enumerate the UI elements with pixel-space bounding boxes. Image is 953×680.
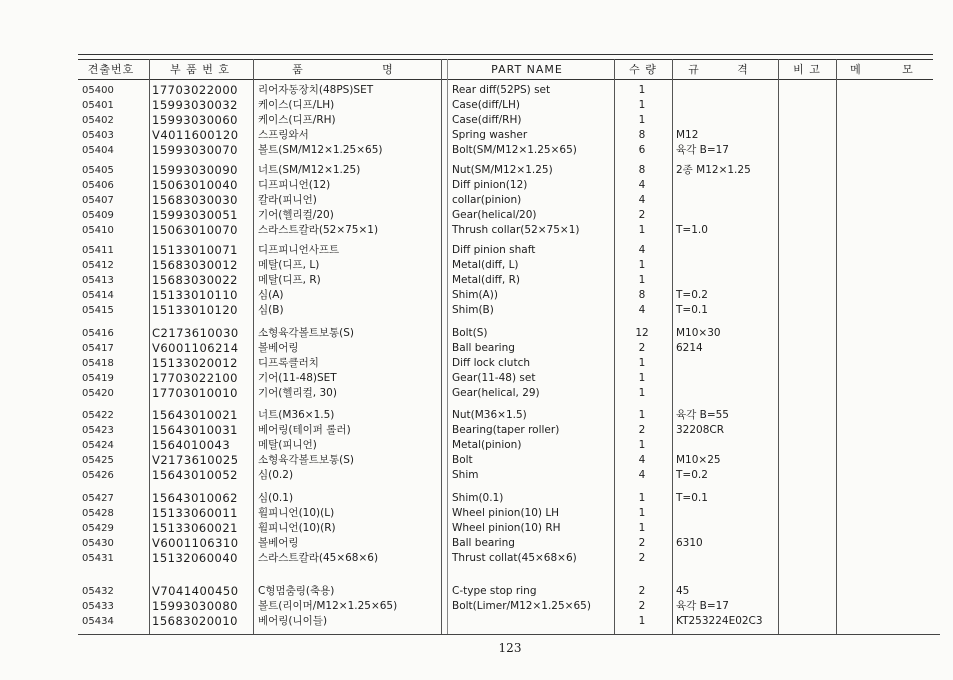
row-part-number: 17703022100 (152, 371, 238, 385)
row-quantity: 1 (638, 224, 646, 236)
row-korean-name: 스라스트칼라(52×75×1) (258, 224, 379, 236)
row-spec (676, 371, 780, 386)
table-row (0, 208, 953, 223)
row-spec: 육각 B=17 (676, 600, 729, 612)
row-part-name: Gear(11-48) set (452, 372, 536, 384)
row-part-number: 15133010110 (152, 288, 238, 302)
row-number: 05411 (82, 245, 114, 256)
row-number: 05429 (82, 523, 114, 534)
row-part-number: 15132060040 (152, 551, 238, 565)
row-quantity: 2 (638, 537, 646, 549)
row-korean-name: 심(B) (258, 304, 284, 316)
row-part-number: 15133010071 (152, 243, 238, 257)
row-number: 05410 (82, 225, 114, 236)
row-spec (676, 113, 780, 128)
row-part-name: Diff pinion(12) (452, 179, 528, 191)
row-part-name: Wheel pinion(10) RH (452, 522, 561, 534)
table-row (0, 83, 953, 98)
table-row (0, 423, 953, 438)
table-row (0, 113, 953, 128)
row-part-number: 15133020012 (152, 356, 238, 370)
row-part-number: 15993030060 (152, 113, 238, 127)
row-korean-name: 심(A) (258, 289, 284, 301)
row-number: 05424 (82, 440, 114, 451)
row-spec (676, 258, 780, 273)
row-korean-name: 케이스(디프/RH) (258, 114, 336, 126)
table-row (0, 143, 953, 158)
row-part-number: 15683030030 (152, 193, 238, 207)
row-spec: T=0.1 (676, 304, 708, 316)
row-part-name: Bearing(taper roller) (452, 424, 560, 436)
row-number: 05434 (82, 616, 114, 627)
row-spec: T=1.0 (676, 224, 708, 236)
row-quantity: 2 (638, 342, 646, 354)
row-korean-name: 심(0.1) (258, 492, 294, 504)
row-spec (676, 83, 780, 98)
row-part-name: Ball bearing (452, 342, 515, 354)
row-quantity: 4 (638, 304, 646, 316)
row-number: 05402 (82, 115, 114, 126)
row-quantity: 2 (638, 209, 646, 221)
row-quantity: 1 (638, 274, 646, 286)
row-part-name: Thrust collat(45×68×6) (452, 552, 577, 564)
row-part-number: V6001106310 (152, 536, 239, 550)
row-number: 05419 (82, 373, 114, 384)
table-row (0, 584, 953, 599)
row-korean-name: 볼트(리이머/M12×1.25×65) (258, 600, 398, 612)
header-part-no: 부 품 번 호 (170, 63, 230, 76)
row-spec (676, 178, 780, 193)
row-number: 05431 (82, 553, 114, 564)
row-korean-name: 메탈(디프, L) (258, 259, 320, 271)
row-number: 05403 (82, 130, 114, 141)
row-spec: M12 (676, 129, 699, 141)
row-part-name: Thrush collar(52×75×1) (452, 224, 580, 236)
row-number: 05407 (82, 195, 114, 206)
row-part-name: Shim (452, 469, 479, 481)
page-number: 123 (498, 641, 522, 655)
row-part-name: Metal(pinion) (452, 439, 522, 451)
row-korean-name: 볼베어링 (258, 537, 299, 549)
row-part-number: 15133060011 (152, 506, 238, 520)
row-part-number: 17703010010 (152, 386, 238, 400)
table-row (0, 371, 953, 386)
row-part-number: 15063010040 (152, 178, 238, 192)
row-number: 05401 (82, 100, 114, 111)
header-name-kr-1: 품 (292, 63, 304, 76)
row-korean-name: 베어링(테이퍼 롤러) (258, 424, 351, 436)
row-spec: T=0.1 (676, 492, 708, 504)
row-korean-name: 메탈(디프, R) (258, 274, 321, 286)
row-spec (676, 521, 780, 536)
row-part-name: Wheel pinion(10) LH (452, 507, 560, 519)
row-part-name: Diff lock clutch (452, 357, 530, 369)
row-part-name: Shim(A)) (452, 289, 498, 301)
row-number: 05418 (82, 358, 114, 369)
row-number: 05413 (82, 275, 114, 286)
table-row (0, 326, 953, 341)
row-part-name: C-type stop ring (452, 585, 537, 597)
bottom-rule (78, 634, 940, 635)
row-spec: 6214 (676, 342, 703, 354)
row-spec (676, 356, 780, 371)
row-part-number: 15643010052 (152, 468, 238, 482)
row-quantity: 12 (635, 327, 649, 339)
row-part-name: Nut(M36×1.5) (452, 409, 527, 421)
row-spec (676, 551, 780, 566)
table-header (78, 59, 933, 80)
table-row (0, 341, 953, 356)
row-spec: 45 (676, 585, 690, 597)
table-row (0, 551, 953, 566)
row-part-name: Bolt(SM/M12×1.25×65) (452, 144, 577, 156)
table-row (0, 163, 953, 178)
row-part-name: collar(pinion) (452, 194, 522, 206)
row-part-number: C2173610030 (152, 326, 239, 340)
table-row (0, 599, 953, 614)
row-part-number: V2173610025 (152, 453, 239, 467)
row-korean-name: 너트(SM/M12×1.25) (258, 164, 361, 176)
row-part-number: 17703022000 (152, 83, 238, 97)
row-part-number: 15993030051 (152, 208, 238, 222)
row-number: 05404 (82, 145, 114, 156)
row-number: 05432 (82, 586, 114, 597)
table-row (0, 258, 953, 273)
row-korean-name: 휠피니언(10)(R) (258, 522, 336, 534)
row-korean-name: 케이스(디프/LH) (258, 99, 335, 111)
table-row (0, 521, 953, 536)
row-number: 05417 (82, 343, 114, 354)
row-spec (676, 506, 780, 521)
row-korean-name: 기어(11-48)SET (258, 372, 337, 384)
row-part-name: Spring washer (452, 129, 528, 141)
header-remark: 비 고 (793, 63, 821, 76)
table-row (0, 468, 953, 483)
row-quantity: 1 (638, 522, 646, 534)
table-row (0, 223, 953, 238)
row-spec: KT253224E02C3 (676, 615, 763, 627)
row-part-number: 15133010120 (152, 303, 238, 317)
row-quantity: 2 (638, 424, 646, 436)
row-number: 05427 (82, 493, 114, 504)
table-row (0, 178, 953, 193)
header-spec-2: 격 (737, 63, 749, 76)
row-spec (676, 98, 780, 113)
row-korean-name: 기어(헬리컬, 30) (258, 387, 337, 399)
row-korean-name: 볼베어링 (258, 342, 299, 354)
row-number: 05422 (82, 410, 114, 421)
row-part-name: Metal(diff, L) (452, 259, 519, 271)
row-spec: M10×30 (676, 327, 721, 339)
row-number: 05433 (82, 601, 114, 612)
row-korean-name: 디프록클러치 (258, 357, 319, 369)
row-quantity: 1 (638, 507, 646, 519)
row-quantity: 2 (638, 585, 646, 597)
row-quantity: 4 (638, 454, 646, 466)
row-korean-name: 베어링(니이들) (258, 615, 328, 627)
row-korean-name: 메탈(피니언) (258, 439, 317, 451)
table-row (0, 273, 953, 288)
row-part-name: Gear(helical, 29) (452, 387, 540, 399)
row-spec: M10×25 (676, 454, 721, 466)
row-korean-name: 디프피니언(12) (258, 179, 331, 191)
row-part-number: 15993030080 (152, 599, 238, 613)
row-quantity: 4 (638, 469, 646, 481)
row-part-number: 15993030032 (152, 98, 238, 112)
row-quantity: 6 (638, 144, 646, 156)
row-part-name: Ball bearing (452, 537, 515, 549)
row-part-number: 15643010031 (152, 423, 238, 437)
row-quantity: 1 (638, 492, 646, 504)
row-number: 05409 (82, 210, 114, 221)
row-korean-name: 리어자동장치(48PS)SET (258, 84, 374, 96)
table-row (0, 356, 953, 371)
row-part-name: Bolt(S) (452, 327, 488, 339)
row-spec: 육각 B=17 (676, 144, 729, 156)
row-part-number: 15063010070 (152, 223, 238, 237)
row-spec: 육각 B=55 (676, 409, 729, 421)
row-quantity: 1 (638, 84, 646, 96)
row-quantity: 1 (638, 114, 646, 126)
row-spec (676, 438, 780, 453)
row-quantity: 1 (638, 387, 646, 399)
row-quantity: 1 (638, 259, 646, 271)
table-row (0, 438, 953, 453)
table-row (0, 453, 953, 468)
table-row (0, 386, 953, 401)
row-part-name: Bolt(Limer/M12×1.25×65) (452, 600, 591, 612)
row-part-number: 15133060021 (152, 521, 238, 535)
row-part-number: 15993030090 (152, 163, 238, 177)
row-spec: T=0.2 (676, 289, 708, 301)
row-part-number: 15993030070 (152, 143, 238, 157)
row-part-name: Rear diff(52PS) set (452, 84, 551, 96)
row-korean-name: 휠피니언(10)(L) (258, 507, 335, 519)
header-qty: 수 량 (629, 63, 657, 76)
row-number: 05416 (82, 328, 114, 339)
row-quantity: 4 (638, 194, 646, 206)
row-korean-name: 스라스트칼라(45×68×6) (258, 552, 379, 564)
row-korean-name: 볼트(SM/M12×1.25×65) (258, 144, 383, 156)
table-row (0, 408, 953, 423)
row-quantity: 1 (638, 372, 646, 384)
row-number: 05420 (82, 388, 114, 399)
row-korean-name: 너트(M36×1.5) (258, 409, 335, 421)
row-spec: 6310 (676, 537, 703, 549)
header-name-kr-2: 명 (382, 63, 394, 76)
row-quantity: 1 (638, 99, 646, 111)
top-rule (78, 54, 933, 55)
row-part-name: Case(diff/LH) (452, 99, 520, 111)
row-spec (676, 273, 780, 288)
row-part-name: Metal(diff, R) (452, 274, 520, 286)
row-part-number: 15683020010 (152, 614, 238, 628)
row-part-name: Diff pinion shaft (452, 244, 536, 256)
row-spec (676, 386, 780, 401)
header-memo-1: 메 (850, 63, 862, 76)
row-quantity: 8 (638, 289, 646, 301)
row-quantity: 1 (638, 615, 646, 627)
table-row (0, 506, 953, 521)
header-spec-1: 규 (688, 63, 700, 76)
row-part-number: V7041400450 (152, 584, 239, 598)
table-row (0, 614, 953, 629)
row-spec (676, 243, 780, 258)
table-row (0, 303, 953, 318)
row-number: 05425 (82, 455, 114, 466)
row-part-name: Gear(helical/20) (452, 209, 537, 221)
row-number: 05414 (82, 290, 114, 301)
row-spec (676, 193, 780, 208)
row-korean-name: 소형육각볼트보통(S) (258, 327, 355, 339)
row-korean-name: 기어(헬리컬/20) (258, 209, 334, 221)
row-part-number: 15643010021 (152, 408, 238, 422)
row-korean-name: 스프링와서 (258, 129, 309, 141)
row-quantity: 1 (638, 357, 646, 369)
row-part-number: V4011600120 (152, 128, 239, 142)
header-part-name: PART NAME (491, 63, 563, 76)
row-korean-name: 소형육각볼트보통(S) (258, 454, 355, 466)
table-row (0, 193, 953, 208)
row-number: 05428 (82, 508, 114, 519)
row-number: 05406 (82, 180, 114, 191)
row-part-name: Shim(0.1) (452, 492, 504, 504)
row-spec (676, 208, 780, 223)
table-row (0, 98, 953, 113)
row-korean-name: 심(0.2) (258, 469, 294, 481)
row-number: 05430 (82, 538, 114, 549)
header-memo-2: 모 (902, 63, 914, 76)
table-row (0, 288, 953, 303)
row-quantity: 2 (638, 552, 646, 564)
row-quantity: 1 (638, 439, 646, 451)
row-part-name (452, 614, 612, 629)
row-number: 05426 (82, 470, 114, 481)
row-part-name: Bolt (452, 454, 473, 466)
row-quantity: 8 (638, 129, 646, 141)
table-row (0, 243, 953, 258)
row-spec: 32208CR (676, 424, 725, 436)
row-number: 05423 (82, 425, 114, 436)
row-part-number: 15643010062 (152, 491, 238, 505)
row-spec: 2종 M12×1.25 (676, 164, 751, 176)
row-korean-name: 디프피니언사프트 (258, 244, 340, 256)
row-quantity: 1 (638, 409, 646, 421)
row-quantity: 8 (638, 164, 646, 176)
row-part-name: Nut(SM/M12×1.25) (452, 164, 553, 176)
row-part-number: 15683030012 (152, 258, 238, 272)
header-no: 견출번호 (87, 63, 135, 76)
row-part-number: 1564010043 (152, 438, 231, 452)
row-part-name: Shim(B) (452, 304, 494, 316)
row-number: 05415 (82, 305, 114, 316)
row-number: 05400 (82, 85, 114, 96)
row-number: 05412 (82, 260, 114, 271)
table-row (0, 128, 953, 143)
row-part-number: V6001106214 (152, 341, 239, 355)
row-part-name: Case(diff/RH) (452, 114, 522, 126)
row-korean-name: 칼라(피니언) (258, 194, 317, 206)
row-quantity: 4 (638, 179, 646, 191)
row-number: 05405 (82, 165, 114, 176)
row-quantity: 4 (638, 244, 646, 256)
row-korean-name: C형멈춤링(축용) (258, 585, 335, 597)
row-part-number: 15683030022 (152, 273, 238, 287)
row-spec: T=0.2 (676, 469, 708, 481)
table-row (0, 491, 953, 506)
table-row (0, 536, 953, 551)
row-quantity: 2 (638, 600, 646, 612)
